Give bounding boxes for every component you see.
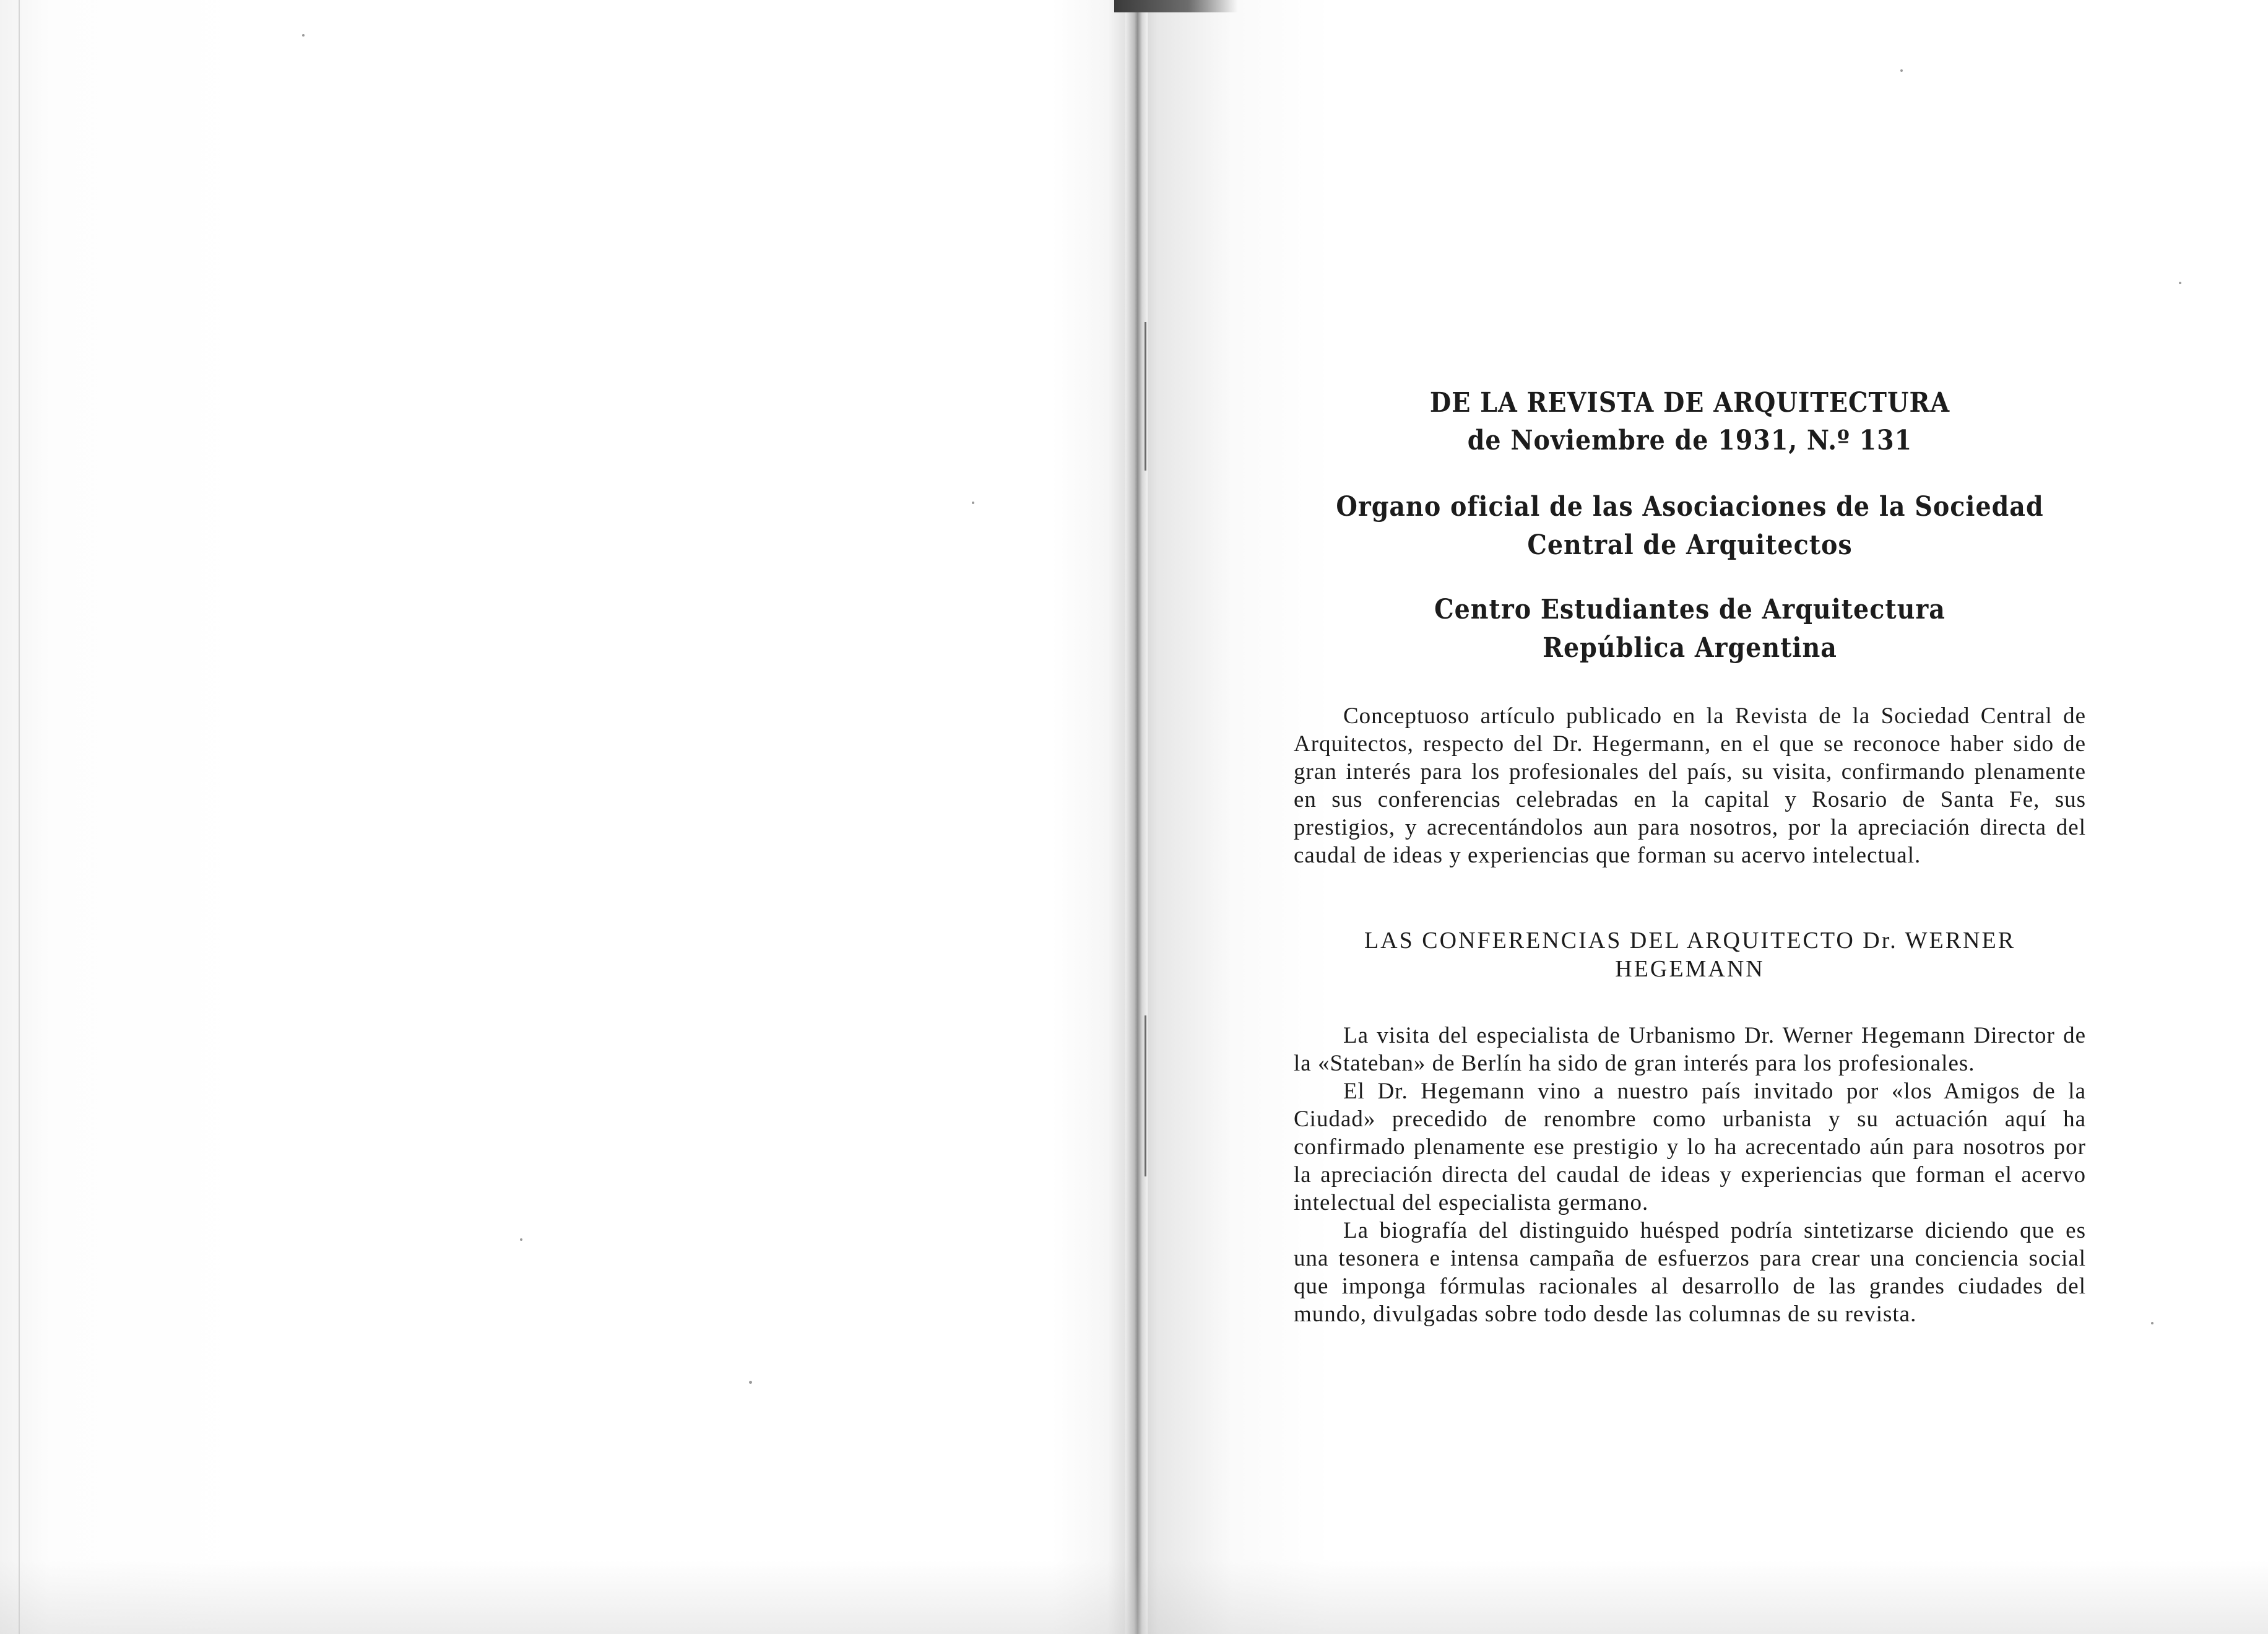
paper-speck [749, 1381, 752, 1384]
paper-speck [972, 502, 974, 504]
center-line-1: Centro Estudiantes de Arquitectura [1434, 594, 1946, 625]
body-paragraph: El Dr. Hegemann vino a nuestro país invitado por «los Amigos de la Ciudad» precedido de renombre como urbanista y su actuación aquí ha confirmado plenamente ese prestigio y lo ha acrecentado aún para nosotros por la apreciación directa del caudal de ideas y experiencias que forman el acervo intelectual del especialista germano. [1294, 1079, 2086, 1215]
article-body [1294, 1022, 2086, 1328]
organ-line-2: Central de Arquitectos [1527, 529, 1853, 561]
section-title-line-1: LAS CONFERENCIAS DEL ARQUITECTO Dr. WERNER [1364, 928, 2016, 954]
organ-block [1294, 488, 2086, 565]
paper-speck [520, 1238, 522, 1241]
paper-speck [2179, 282, 2181, 284]
intro-paragraph: Conceptuoso artículo publicado en la Revista de la Sociedad Central de Arquitectos, respecto del Dr. Hegermann, en el que se reconoce haber sido de gran interés para los profesionales del país, su visita, confirmando plenamente en sus conferencias celebradas en la capital y Rosario de Santa Fe, sus prestigios, y acrecentándolos aun para nosotros, por la apreciación directa del caudal de ideas y experiencias que forman su acervo intelectual. [1294, 703, 2086, 868]
body-paragraph: La visita del especialista de Urbanismo Dr. Werner Hegemann Director de la «Stateban» de Berlín ha sido de gran interés para los profesionales. [1294, 1023, 2086, 1076]
paper-grain [0, 1560, 2268, 1634]
section-title-line-2: HEGEMANN [1615, 956, 1765, 982]
article [1294, 384, 2086, 1328]
binding-stitch [1145, 322, 1146, 471]
left-page-blank [0, 0, 1133, 1634]
page-edge-line [19, 0, 20, 1634]
top-spine-shadow [1114, 0, 1238, 12]
binding-stitch [1145, 1015, 1146, 1176]
center-line-2: República Argentina [1543, 632, 1837, 664]
book-gutter [1125, 0, 1148, 1634]
body-paragraph: La biografía del distinguido huésped podría sintetizarse diciendo que es una tesonera e intensa campaña de esfuerzos para crear una conciencia social que imponga fórmulas racionales al desarrollo de las grandes ciudades del mundo, divulgadas sobre todo desde las columnas de su revista. [1294, 1218, 2086, 1327]
center-block [1294, 591, 2086, 667]
paper-speck [1900, 69, 1903, 72]
issue-line: de Noviembre de 1931, N.º 131 [1467, 425, 1913, 456]
paper-speck [2151, 1322, 2153, 1324]
section-title [1294, 926, 2086, 983]
article-heading: DE LA REVISTA DE ARQUITECTURA [1429, 387, 1950, 419]
paper-speck [302, 34, 305, 37]
organ-line-1: Organo oficial de las Asociaciones de la Sociedad [1336, 491, 2044, 523]
